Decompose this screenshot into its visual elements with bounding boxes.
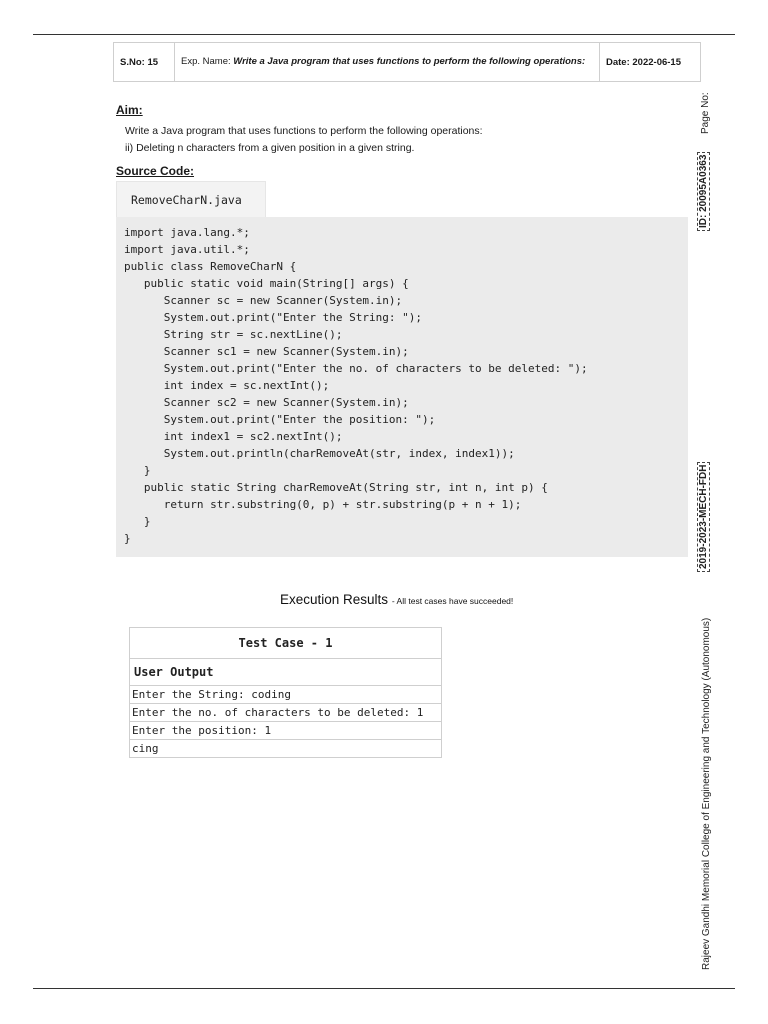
aim-heading: Aim: <box>116 103 143 117</box>
source-code-heading: Source Code: <box>116 164 195 178</box>
experiment-date: Date: 2022-06-15 <box>600 43 701 82</box>
code-line: } <box>124 532 131 545</box>
top-rule <box>33 34 735 35</box>
code-line: int index = sc.nextInt(); <box>124 379 330 392</box>
output-row: Enter the String: coding <box>130 686 442 704</box>
user-output-header: User Output <box>130 659 442 686</box>
experiment-header-table <box>113 42 701 82</box>
student-id: ID: 20095A0363 <box>697 152 710 231</box>
code-line: System.out.print("Enter the String: "); <box>124 311 423 324</box>
code-line: Scanner sc1 = new Scanner(System.in); <box>124 345 409 358</box>
batch-label: 2019-2023-MECH-FDH <box>697 462 710 572</box>
page-number-label: Page No: <box>700 92 711 134</box>
output-row: cing <box>130 740 442 758</box>
code-line: Scanner sc = new Scanner(System.in); <box>124 294 403 307</box>
code-line: Scanner sc2 = new Scanner(System.in); <box>124 396 409 409</box>
output-row: Enter the position: 1 <box>130 722 442 740</box>
code-line: import java.lang.*; <box>124 226 250 239</box>
serial-number: S.No: 15 <box>114 43 175 82</box>
code-line: public static String charRemoveAt(String str, int n, int p) { <box>124 481 548 494</box>
code-line: } <box>124 515 151 528</box>
aim-line: Write a Java program that uses functions to perform the following operations: <box>125 125 483 137</box>
bottom-rule <box>33 988 735 989</box>
experiment-name <box>175 43 600 82</box>
experiment-name-prefix: Exp. Name: <box>181 56 231 67</box>
execution-results-heading <box>280 592 513 607</box>
code-line: return str.substring(0, p) + str.substring(p + n + 1); <box>124 498 522 511</box>
test-case-title: Test Case - 1 <box>130 628 442 659</box>
experiment-name-text: Write a Java program that uses functions to perform the following operations: <box>233 56 586 67</box>
output-row: Enter the no. of characters to be deleted: 1 <box>130 704 442 722</box>
code-line: String str = sc.nextLine(); <box>124 328 343 341</box>
execution-results-title: Execution Results <box>280 592 389 607</box>
college-name: Rajeev Gandhi Memorial College of Engineering and Technology (Autonomous) <box>701 617 712 970</box>
code-line: public class RemoveCharN { <box>124 260 297 273</box>
code-line: System.out.print("Enter the position: "); <box>124 413 436 426</box>
code-line: int index1 = sc2.nextInt(); <box>124 430 343 443</box>
code-line: System.out.print("Enter the no. of characters to be deleted: "); <box>124 362 588 375</box>
file-tab[interactable]: RemoveCharN.java <box>116 181 266 217</box>
test-case-table <box>129 627 442 758</box>
aim-line: ii) Deleting n characters from a given position in a given string. <box>125 142 415 154</box>
code-line: public static void main(String[] args) { <box>124 277 409 290</box>
code-line: import java.util.*; <box>124 243 250 256</box>
code-line: } <box>124 464 151 477</box>
code-line: System.out.println(charRemoveAt(str, index, index1)); <box>124 447 515 460</box>
execution-results-status: - All test cases have succeeded! <box>391 596 514 606</box>
